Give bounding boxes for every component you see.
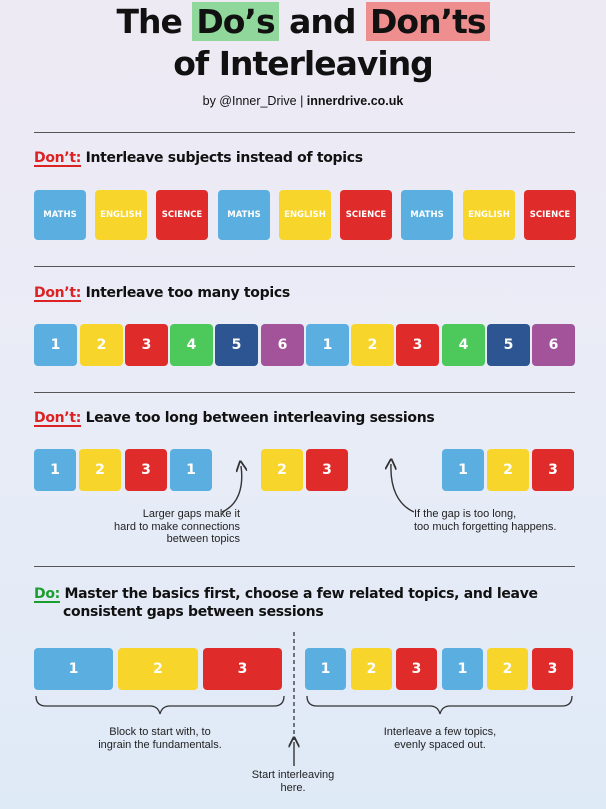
block-tile: 3 [203, 648, 282, 690]
topic-tile: 1 [305, 648, 346, 690]
section-1-text: Interleave subjects instead of topics [85, 150, 363, 166]
topic-tile: 3 [125, 449, 167, 491]
topic-tile: 1 [34, 324, 77, 366]
topic-tile: 2 [79, 449, 121, 491]
topic-tile: 2 [80, 324, 123, 366]
section-4-text-line1: Master the basics first, choose a few related topics, and leave [64, 586, 538, 602]
byline-author: by @Inner_Drive | [202, 94, 307, 108]
dont-label: Don’t: [34, 150, 82, 166]
topic-tile: 2 [261, 449, 303, 491]
topic-tile: 4 [442, 324, 485, 366]
curved-arrow-icon [391, 464, 414, 512]
title-dos-highlight: Do’s [192, 2, 278, 41]
subject-tile: ENGLISH [279, 190, 331, 240]
topic-tile: 1 [170, 449, 212, 491]
right-brace [307, 696, 572, 714]
topic-tile: 3 [532, 648, 573, 690]
do-label: Do: [34, 586, 60, 602]
note-line: Larger gaps make it [142, 508, 240, 520]
dont-label: Don’t: [34, 285, 82, 301]
note-line: evenly spaced out. [394, 738, 486, 751]
left-brace [36, 696, 284, 714]
note-line: Start interleaving [251, 769, 335, 781]
subject-tile: MATHS [401, 190, 453, 240]
topic-tile: 5 [215, 324, 258, 366]
topic-tile: 6 [261, 324, 304, 366]
topic-tile: 3 [396, 324, 439, 366]
section-3-text: Leave too long between interleaving sessions [85, 410, 435, 426]
topic-tile: 1 [442, 449, 484, 491]
section-4-text-line2: consistent gaps between sessions [63, 604, 324, 620]
topic-tile: 2 [487, 449, 529, 491]
subject-tile: ENGLISH [95, 190, 147, 240]
topic-tile: 4 [170, 324, 213, 366]
topic-tile: 3 [396, 648, 437, 690]
topic-tile: 3 [125, 324, 168, 366]
topic-tile: 3 [532, 449, 574, 491]
note-line: If the gap is too long, [414, 508, 517, 520]
topic-tile: 1 [442, 648, 483, 690]
block-tile: 2 [118, 648, 198, 690]
page-title-line2: of Interleaving [173, 44, 433, 83]
topic-tile: 1 [306, 324, 349, 366]
subject-tile: ENGLISH [463, 190, 515, 240]
note-line: ingrain the fundamentals. [98, 738, 222, 751]
title-donts-highlight: Don’ts [366, 2, 490, 41]
section-2-text: Interleave too many topics [85, 285, 290, 301]
note-line: between topics [166, 533, 240, 545]
topic-tile: 2 [351, 324, 394, 366]
byline-site: innerdrive.co.uk [306, 94, 404, 108]
title-word-and: and [289, 2, 356, 41]
topic-tile: 1 [34, 449, 76, 491]
curved-arrow-icon [222, 466, 242, 512]
note-line: too much forgetting happens. [414, 520, 557, 533]
block-tile: 1 [34, 648, 113, 690]
topic-tile: 2 [487, 648, 528, 690]
topic-tile: 3 [306, 449, 348, 491]
note-line: Interleave a few topics, [383, 726, 497, 738]
subject-tile: MATHS [218, 190, 270, 240]
topic-tile: 2 [351, 648, 392, 690]
topic-tile: 5 [487, 324, 530, 366]
dont-label: Don’t: [34, 410, 82, 426]
subject-tile: SCIENCE [156, 190, 208, 240]
subject-tile: MATHS [34, 190, 86, 240]
note-line: here. [280, 781, 306, 794]
note-line: hard to make connections [114, 520, 240, 533]
note-line: Block to start with, to [109, 726, 211, 738]
title-word-the: The [116, 2, 182, 41]
topic-tile: 6 [532, 324, 575, 366]
subject-tile: SCIENCE [524, 190, 576, 240]
subject-tile: SCIENCE [340, 190, 392, 240]
